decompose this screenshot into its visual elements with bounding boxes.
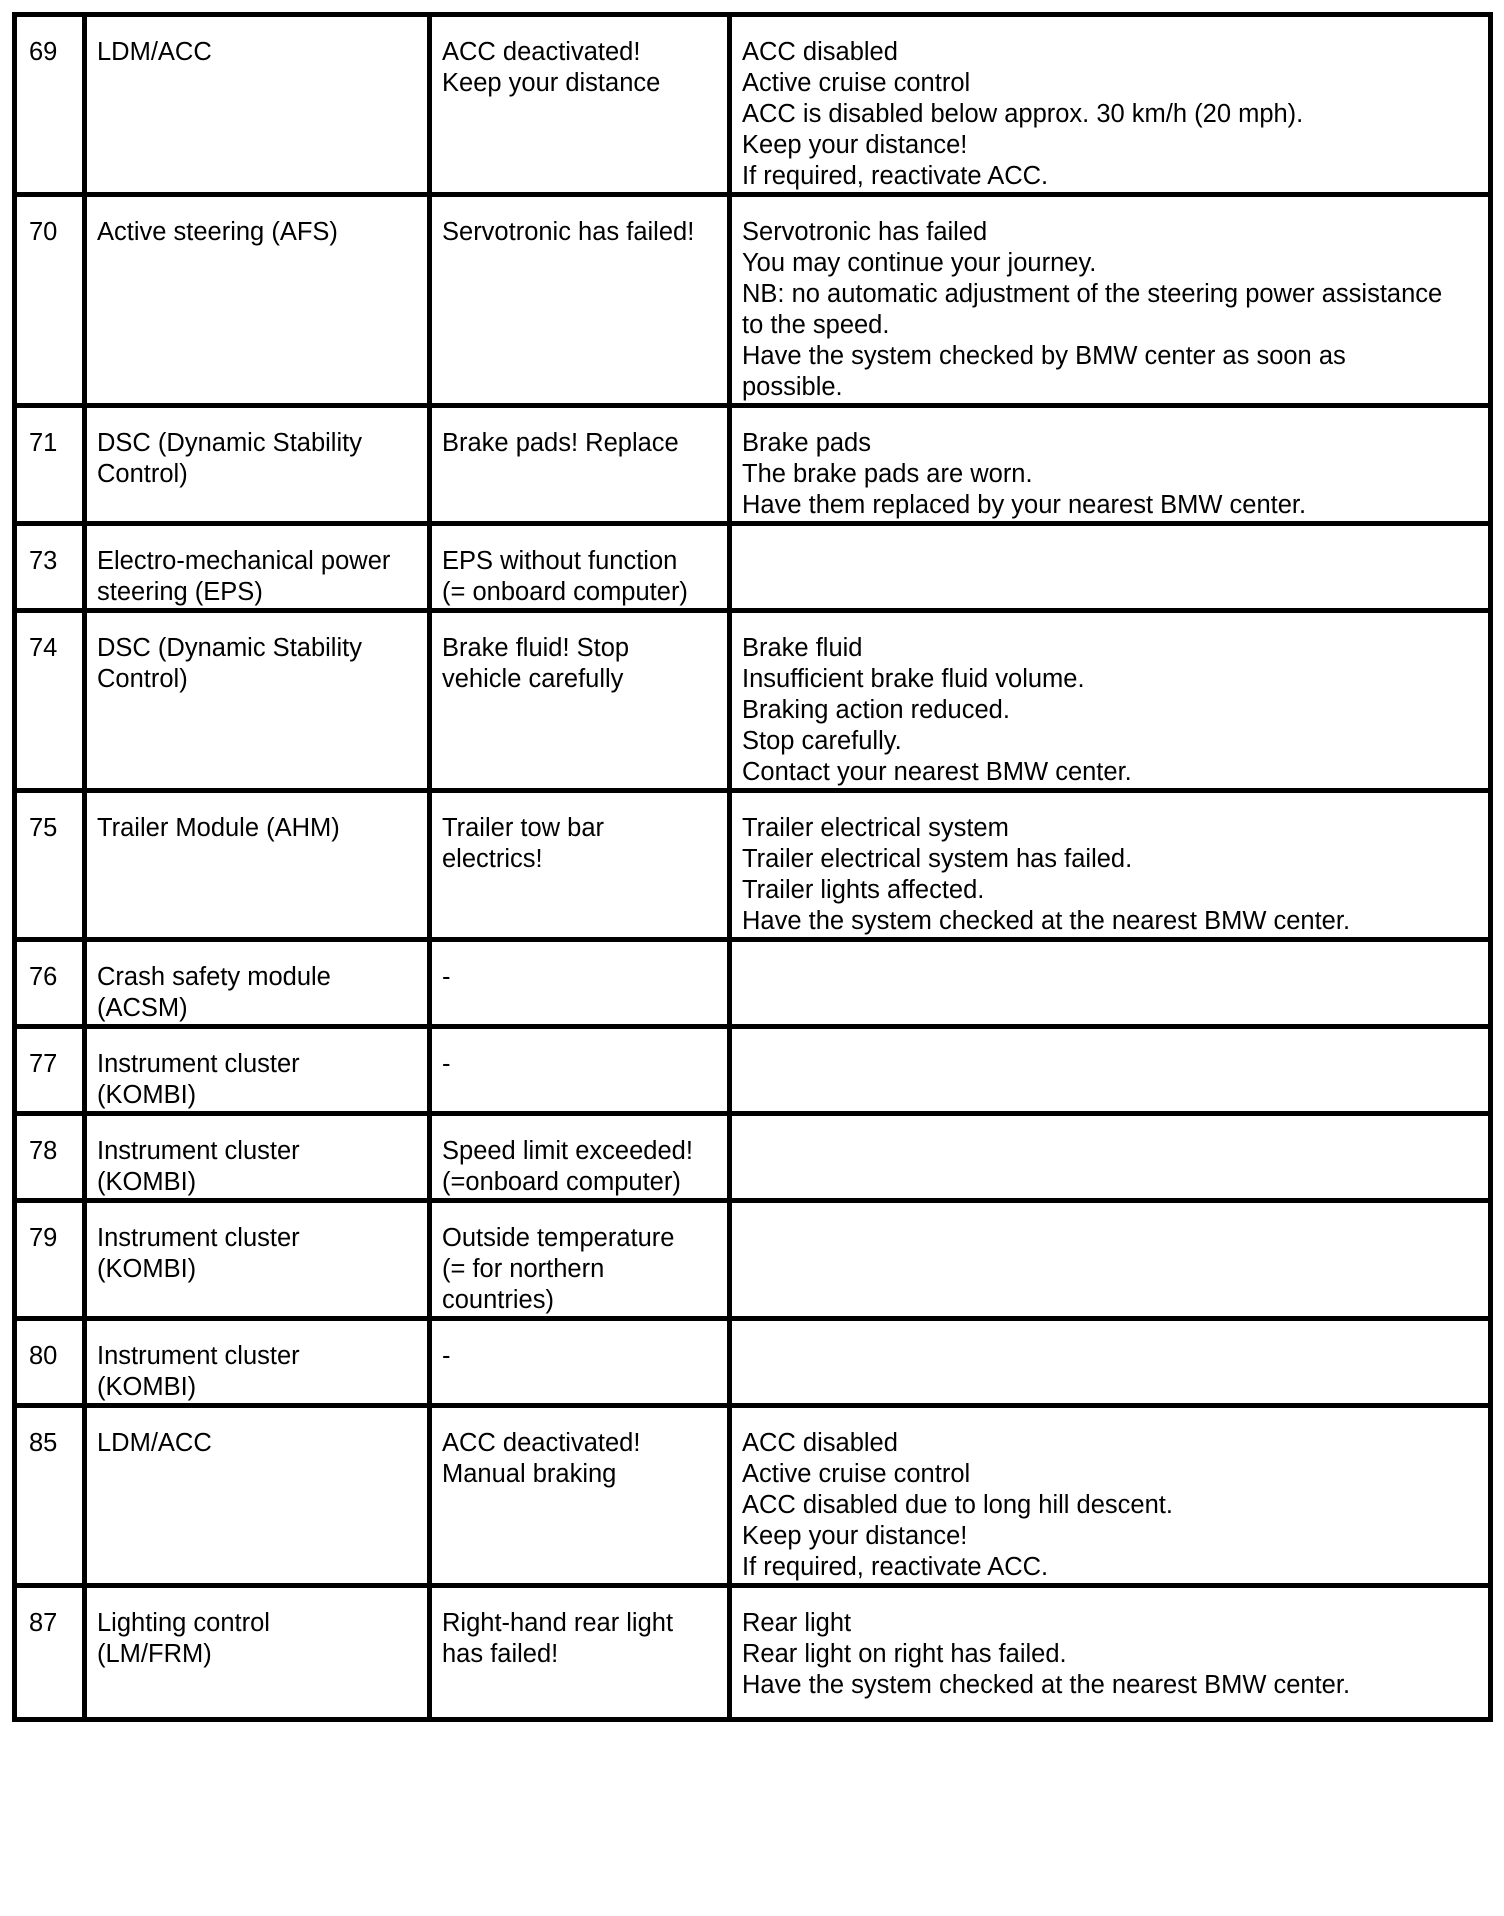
message-cell — [430, 1586, 730, 1720]
message-cell — [430, 1114, 730, 1201]
table-row — [15, 524, 1491, 611]
table-row — [15, 1027, 1491, 1114]
message-description: ACC disabled Active cruise control ACC disabled due to long hill descent. Keep your distance! If required, reactivate ACC. — [742, 1429, 1173, 1581]
description-cell — [730, 195, 1491, 406]
display-message: Right-hand rear light has failed! — [442, 1609, 674, 1668]
code-cell — [15, 1319, 85, 1406]
table-row — [15, 195, 1491, 406]
code-cell — [15, 1586, 85, 1720]
unit-cell — [85, 940, 430, 1027]
display-message: Brake fluid! Stop vehicle carefully — [442, 634, 630, 693]
unit-cell — [85, 406, 430, 524]
code-cell — [15, 611, 85, 791]
row-code: 75 — [29, 814, 58, 842]
description-cell — [730, 940, 1491, 1027]
display-message: Servotronic has failed! — [442, 218, 695, 246]
display-message: ACC deactivated! Manual braking — [442, 1429, 641, 1488]
unit-cell — [85, 1586, 430, 1720]
code-cell — [15, 791, 85, 940]
message-description: Trailer electrical system Trailer electrical system has failed. Trailer lights affected. Have the system checked at the nearest BMW center. — [742, 814, 1351, 935]
description-cell — [730, 1027, 1491, 1114]
message-cell — [430, 1319, 730, 1406]
table-row — [15, 1114, 1491, 1201]
row-code: 85 — [29, 1429, 58, 1457]
unit-cell — [85, 791, 430, 940]
control-unit: LDM/ACC — [97, 38, 212, 66]
table-row — [15, 791, 1491, 940]
control-unit: Electro-mechanical power steering (EPS) — [97, 547, 391, 606]
description-cell — [730, 524, 1491, 611]
display-message: - — [442, 1050, 451, 1078]
unit-cell — [85, 195, 430, 406]
row-code: 76 — [29, 963, 58, 991]
control-unit: Instrument cluster (KOMBI) — [97, 1342, 300, 1401]
message-cell — [430, 195, 730, 406]
control-unit: Active steering (AFS) — [97, 218, 338, 246]
message-cell — [430, 1027, 730, 1114]
description-cell — [730, 1586, 1491, 1720]
description-cell — [730, 1319, 1491, 1406]
display-message: ACC deactivated! Keep your distance — [442, 38, 661, 97]
unit-cell — [85, 1027, 430, 1114]
code-cell — [15, 1201, 85, 1319]
message-cell — [430, 15, 730, 195]
unit-cell — [85, 15, 430, 195]
message-cell — [430, 524, 730, 611]
description-cell — [730, 791, 1491, 940]
code-cell — [15, 195, 85, 406]
message-description: Servotronic has failed You may continue your journey. NB: no automatic adjustment of the steering power assistance to the speed. Have the system checked by BMW center as soon as possible. — [742, 218, 1443, 401]
control-unit: Trailer Module (AHM) — [97, 814, 340, 842]
row-code: 71 — [29, 429, 58, 457]
row-code: 80 — [29, 1342, 58, 1370]
unit-cell — [85, 611, 430, 791]
control-unit: Lighting control (LM/FRM) — [97, 1609, 270, 1668]
row-code: 69 — [29, 38, 58, 66]
message-cell — [430, 1406, 730, 1586]
unit-cell — [85, 1114, 430, 1201]
code-cell — [15, 1406, 85, 1586]
description-cell — [730, 1114, 1491, 1201]
message-description: Rear light Rear light on right has failed. Have the system checked at the nearest BMW center. — [742, 1609, 1351, 1699]
control-unit: Instrument cluster (KOMBI) — [97, 1050, 300, 1109]
unit-cell — [85, 1201, 430, 1319]
table-row — [15, 15, 1491, 195]
code-cell — [15, 1027, 85, 1114]
display-message: Outside temperature (= for northern countries) — [442, 1224, 675, 1314]
message-cell — [430, 1201, 730, 1319]
unit-cell — [85, 1319, 430, 1406]
display-message: - — [442, 1342, 451, 1370]
row-code: 70 — [29, 218, 58, 246]
message-cell — [430, 791, 730, 940]
row-code: 73 — [29, 547, 58, 575]
description-cell — [730, 611, 1491, 791]
display-message: - — [442, 963, 451, 991]
table-row — [15, 1319, 1491, 1406]
unit-cell — [85, 524, 430, 611]
code-cell — [15, 940, 85, 1027]
row-code: 79 — [29, 1224, 58, 1252]
row-code: 77 — [29, 1050, 58, 1078]
table-row — [15, 1201, 1491, 1319]
table-row — [15, 940, 1491, 1027]
display-message: Speed limit exceeded! (=onboard computer) — [442, 1137, 693, 1196]
control-unit: Instrument cluster (KOMBI) — [97, 1137, 300, 1196]
message-description: Brake fluid Insufficient brake fluid volume. Braking action reduced. Stop carefully. Contact your nearest BMW center. — [742, 634, 1132, 786]
message-description: ACC disabled Active cruise control ACC is disabled below approx. 30 km/h (20 mph). Keep your distance! If required, reactivate ACC. — [742, 38, 1304, 190]
display-message: Brake pads! Replace — [442, 429, 679, 457]
code-cell — [15, 1114, 85, 1201]
display-message: Trailer tow bar electrics! — [442, 814, 605, 873]
check-control-table — [12, 12, 1493, 1722]
message-description: Brake pads The brake pads are worn. Have them replaced by your nearest BMW center. — [742, 429, 1307, 519]
description-cell — [730, 1201, 1491, 1319]
table-row — [15, 1406, 1491, 1586]
display-message: EPS without function (= onboard computer) — [442, 547, 688, 606]
control-unit: DSC (Dynamic Stability Control) — [97, 429, 362, 488]
message-cell — [430, 940, 730, 1027]
control-unit: Instrument cluster (KOMBI) — [97, 1224, 300, 1283]
code-cell — [15, 15, 85, 195]
code-cell — [15, 406, 85, 524]
row-code: 87 — [29, 1609, 58, 1637]
control-unit: Crash safety module (ACSM) — [97, 963, 331, 1022]
unit-cell — [85, 1406, 430, 1586]
code-cell — [15, 524, 85, 611]
table-row — [15, 1586, 1491, 1720]
table-row — [15, 406, 1491, 524]
row-code: 74 — [29, 634, 58, 662]
table-row — [15, 611, 1491, 791]
description-cell — [730, 15, 1491, 195]
control-unit: DSC (Dynamic Stability Control) — [97, 634, 362, 693]
message-cell — [430, 611, 730, 791]
control-unit: LDM/ACC — [97, 1429, 212, 1457]
row-code: 78 — [29, 1137, 58, 1165]
description-cell — [730, 406, 1491, 524]
message-cell — [430, 406, 730, 524]
description-cell — [730, 1406, 1491, 1586]
